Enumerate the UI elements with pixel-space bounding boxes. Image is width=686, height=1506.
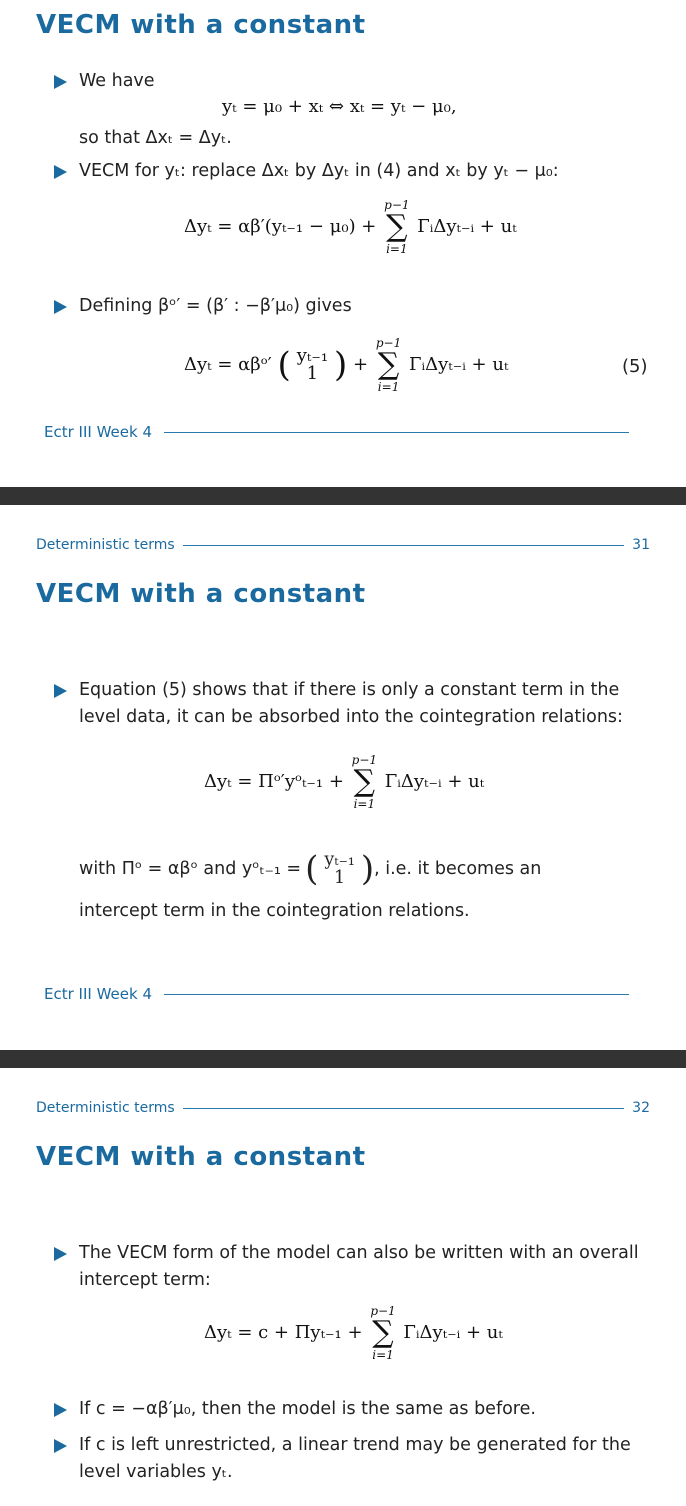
bullet-triangle-icon [54,75,67,89]
slide-footer [44,423,629,441]
slide-title: VECM with a constant [36,10,366,40]
equation-lhs: Δyₜ = c + Πyₜ₋₁ + [204,1322,363,1343]
page-number: 32 [632,1100,650,1116]
slide-separator [0,487,686,505]
slide-header [36,537,650,553]
sigma-icon: ∑ [372,1315,394,1350]
right-paren-icon: ) [334,345,348,385]
bullet-triangle-icon [54,1439,67,1453]
with-text: with Πᵒ = αβᵒ and yᵒₜ₋₁ = [79,858,302,879]
sum-lower-limit: i=1 [353,797,376,811]
slide-title: VECM with a constant [36,1142,366,1172]
sum-upper-limit: p−1 [384,198,410,212]
equation-5 [184,336,508,394]
bullet-triangle-icon [54,1247,67,1261]
equation-rhs: ΓᵢΔyₜ₋ᵢ + uₜ [384,771,485,792]
summation [352,753,377,811]
vector-top: yₜ₋₁ [324,850,355,870]
footer-rule [164,994,629,995]
bullet-defining-beta [54,293,654,320]
column-vector [305,851,374,887]
page-number: 31 [632,537,650,553]
bullet-vecm-form [54,1240,654,1294]
bullet-triangle-icon [54,684,67,698]
vector-bottom: 1 [306,363,319,384]
summation [376,336,401,394]
bullet-triangle-icon [54,300,67,314]
footer-text: Ectr III Week 4 [44,423,152,441]
slide-footer [44,985,629,1003]
with-pi-text [79,851,541,887]
section-title: Deterministic terms [36,1100,175,1116]
equation-lhs: Δyₜ = αβ′(yₜ₋₁ − μ₀) + [184,216,377,237]
so-that-text: so that Δxₜ = Δyₜ. [79,128,232,148]
equation-lhs: Δyₜ = Πᵒ′yᵒₜ₋₁ + [204,771,344,792]
bullet-text: We have [79,71,155,91]
footer-rule [164,432,629,433]
bullet-text: Equation (5) shows that if there is only a constant term in the level data, it can be absorbed into the cointegration relations: [79,680,623,727]
plus-sign: + [353,354,369,375]
sigma-icon: ∑ [353,764,376,799]
equation-lhs: Δyₜ = αβᵒ′ [184,354,272,375]
equation-intercept-form [204,1304,503,1362]
header-rule [183,1108,625,1109]
equation-rhs: ΓᵢΔyₜ₋ᵢ + uₜ [408,354,509,375]
equation-y-mu-x: yₜ = μ₀ + xₜ ⇔ xₜ = yₜ − μ₀, [222,96,457,117]
bullet-text: If c is left unrestricted, a linear trend may be generated for the level variables yₜ. [79,1435,631,1482]
column-vector [277,347,347,383]
header-rule [183,545,625,546]
bullet-text: VECM for yₜ: replace Δxₜ by Δyₜ in (4) and xₜ by yₜ − μ₀: [79,161,559,181]
bullet-if-c-unrestricted [54,1432,654,1486]
sum-lower-limit: i=1 [372,1348,394,1362]
bullet-text: The VECM form of the model can also be written with an overall intercept term: [79,1243,639,1290]
vector-top: yₜ₋₁ [296,345,329,366]
slide-2 [0,505,686,1050]
summation [384,198,409,256]
footer-text: Ectr III Week 4 [44,985,152,1003]
sigma-icon: ∑ [377,347,400,382]
bullet-we-have [54,68,654,95]
bullet-triangle-icon [54,1403,67,1417]
slide-header [36,1100,650,1116]
bullet-if-c-restricted [54,1396,654,1423]
bullet-triangle-icon [54,165,67,179]
slide-separator [0,1050,686,1068]
left-paren-icon: ( [277,345,291,385]
equation-pi-form [204,753,484,811]
sum-upper-limit: p−1 [370,1304,396,1318]
section-title: Deterministic terms [36,537,175,553]
equation-rhs: ΓᵢΔyₜ₋ᵢ + uₜ [403,1322,503,1343]
slide-3 [0,1068,686,1506]
summation [370,1304,395,1362]
slide-title: VECM with a constant [36,579,366,609]
sigma-icon: ∑ [386,209,408,244]
bullet-equation-5-shows [54,677,654,731]
equation-vecm-y [184,198,517,256]
bullet-text: If c = −αβ′μ₀, then the model is the same as before. [79,1399,536,1419]
equation-number: (5) [622,356,648,377]
bullet-text: Defining βᵒ′ = (β′ : −β′μ₀) gives [79,296,352,316]
sum-lower-limit: i=1 [386,242,408,256]
vector-bottom: 1 [334,868,346,888]
sum-lower-limit: i=1 [377,380,400,394]
sum-upper-limit: p−1 [375,336,402,350]
sum-upper-limit: p−1 [351,753,378,767]
right-paren-icon: ) [360,849,375,889]
bullet-vecm-for-y [54,158,654,185]
with-tail: , i.e. it becomes an [374,858,542,879]
slide-1 [0,0,686,484]
equation-rhs: ΓᵢΔyₜ₋ᵢ + uₜ [417,216,517,237]
left-paren-icon: ( [305,849,319,889]
intercept-line: intercept term in the cointegration relations. [79,901,470,921]
